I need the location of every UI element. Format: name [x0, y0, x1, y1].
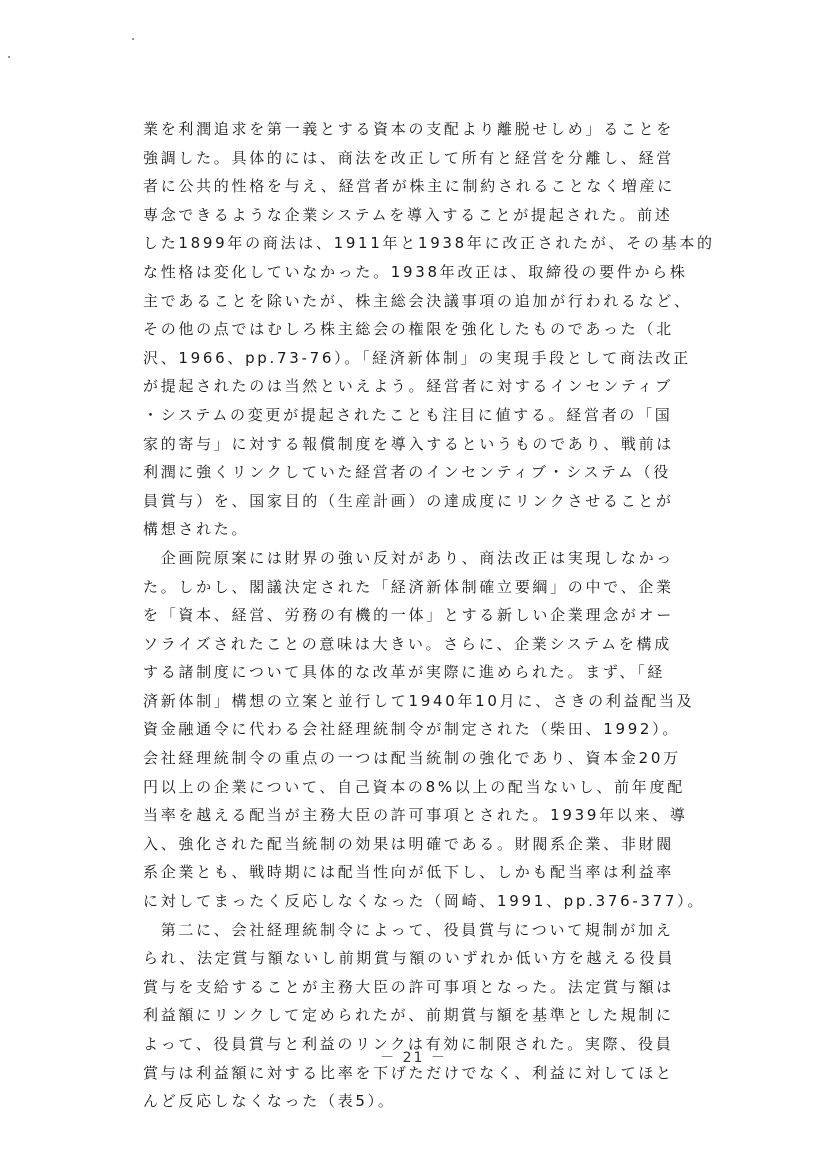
text-line: な性格は変化していなかった。1938年改正は、取締役の要件から株 [143, 262, 688, 281]
text-line: 沢、1966、pp.73-76）。「経済新体制」の実現手段として商法改正 [143, 348, 691, 367]
text-line: 入、強化された配当統制の効果は明確である。財閥系企業、非財閥 [143, 834, 675, 853]
text-line: 者に公共的性格を与え、経営者が株主に制約されることなく増産に [143, 177, 675, 196]
scan-speck [132, 38, 134, 40]
text-line: ・システムの変更が提起されたことも注目に値する。経営者の「国 [143, 405, 673, 424]
text-line: 構想された。 [143, 520, 250, 539]
page-number: － 21 － [380, 1050, 447, 1066]
text-line: 専念できるような企業システムを導入することが提起された。前述 [143, 205, 673, 224]
body-text [143, 115, 715, 1116]
text-line: その他の点ではむしろ株主総会の権限を強化したものであった（北 [143, 320, 674, 339]
text-line: 会社経理統制令の重点の一つは配当統制の強化であり、資本金20万 [143, 749, 681, 768]
text-line: 済新体制」構想の立案と並行して1940年10月に、さきの利益配当及 [143, 691, 695, 710]
text-line: ソライズされたことの意味は大きい。さらに、企業システムを構成 [143, 634, 672, 653]
text-line: を「資本、経営、労務の有機的一体」とする新しい企業理念がオー [143, 606, 675, 625]
text-line: 企画院原案には財界の強い反対があり、商法改正は実現しなかっ [143, 548, 675, 567]
text-line: 当率を越える配当が主務大臣の許可事項とされた。1939年以来、導 [143, 806, 688, 825]
text-line: 主であることを除いたが、株主総会決議事項の追加が行われるなど、 [143, 291, 692, 310]
scan-speck [8, 56, 10, 58]
text-line: 利益額にリンクして定められたが、前期賞与額を基準とした規制に [143, 1006, 674, 1025]
text-line: 第二に、会社経理統制令によって、役員賞与について規制が加え [143, 920, 674, 939]
text-line: 円以上の企業について、自己資本の8%以上の配当ないし、前年度配 [143, 777, 685, 796]
text-line: た。しかし、閣議決定された「経済新体制確立要綱」の中で、企業 [143, 577, 674, 596]
text-line: する諸制度について具体的な改革が実際に進められた。まず、「経 [143, 663, 666, 682]
text-line: 家的寄与」に対する報償制度を導入するというものであり、戦前は [143, 434, 675, 453]
text-line: 賞与を支給することが主務大臣の許可事項となった。法定賞与額は [143, 977, 675, 996]
text-line: られ、法定賞与額ないし前期賞与額のいずれか低い方を越える役員 [143, 949, 675, 968]
text-line: 業を利潤追求を第一義とする資本の支配より離脱せしめ」ることを [143, 120, 675, 138]
text-line: 系企業とも、戦時期には配当性向が低下し、しかも配当率は利益率 [143, 863, 675, 882]
text-line: よって、役員賞与と利益のリンクは有効に制限された。実際、役員 [143, 1035, 674, 1053]
text-line: 利潤に強くリンクしていた経営者のインセンティブ・システム（役 [143, 463, 672, 482]
text-line: 員賞与）を、国家目的（生産計画）の達成度にリンクさせることが [143, 491, 674, 510]
text-line: 資金融通令に代わる会社経理統制令が制定された（柴田、1992）。 [143, 720, 681, 739]
text-line: 強調した。具体的には、商法を改正して所有と経営を分離し、経営 [143, 148, 675, 167]
text-line: に対してまったく反応しなくなった（岡崎、1991、pp.376-377）。 [143, 892, 706, 911]
text-line: した1899年の商法は、1911年と1938年に改正されたが、その基本的 [143, 234, 715, 253]
text-line: んど反応しなくなった（表5）。 [143, 1092, 396, 1111]
text-line: が提起されたのは当然といえよう。経営者に対するインセンティブ [143, 377, 673, 396]
text-line: 賞与は利益額に対する比率を下げただけでなく、利益に対してほと [143, 1063, 674, 1082]
